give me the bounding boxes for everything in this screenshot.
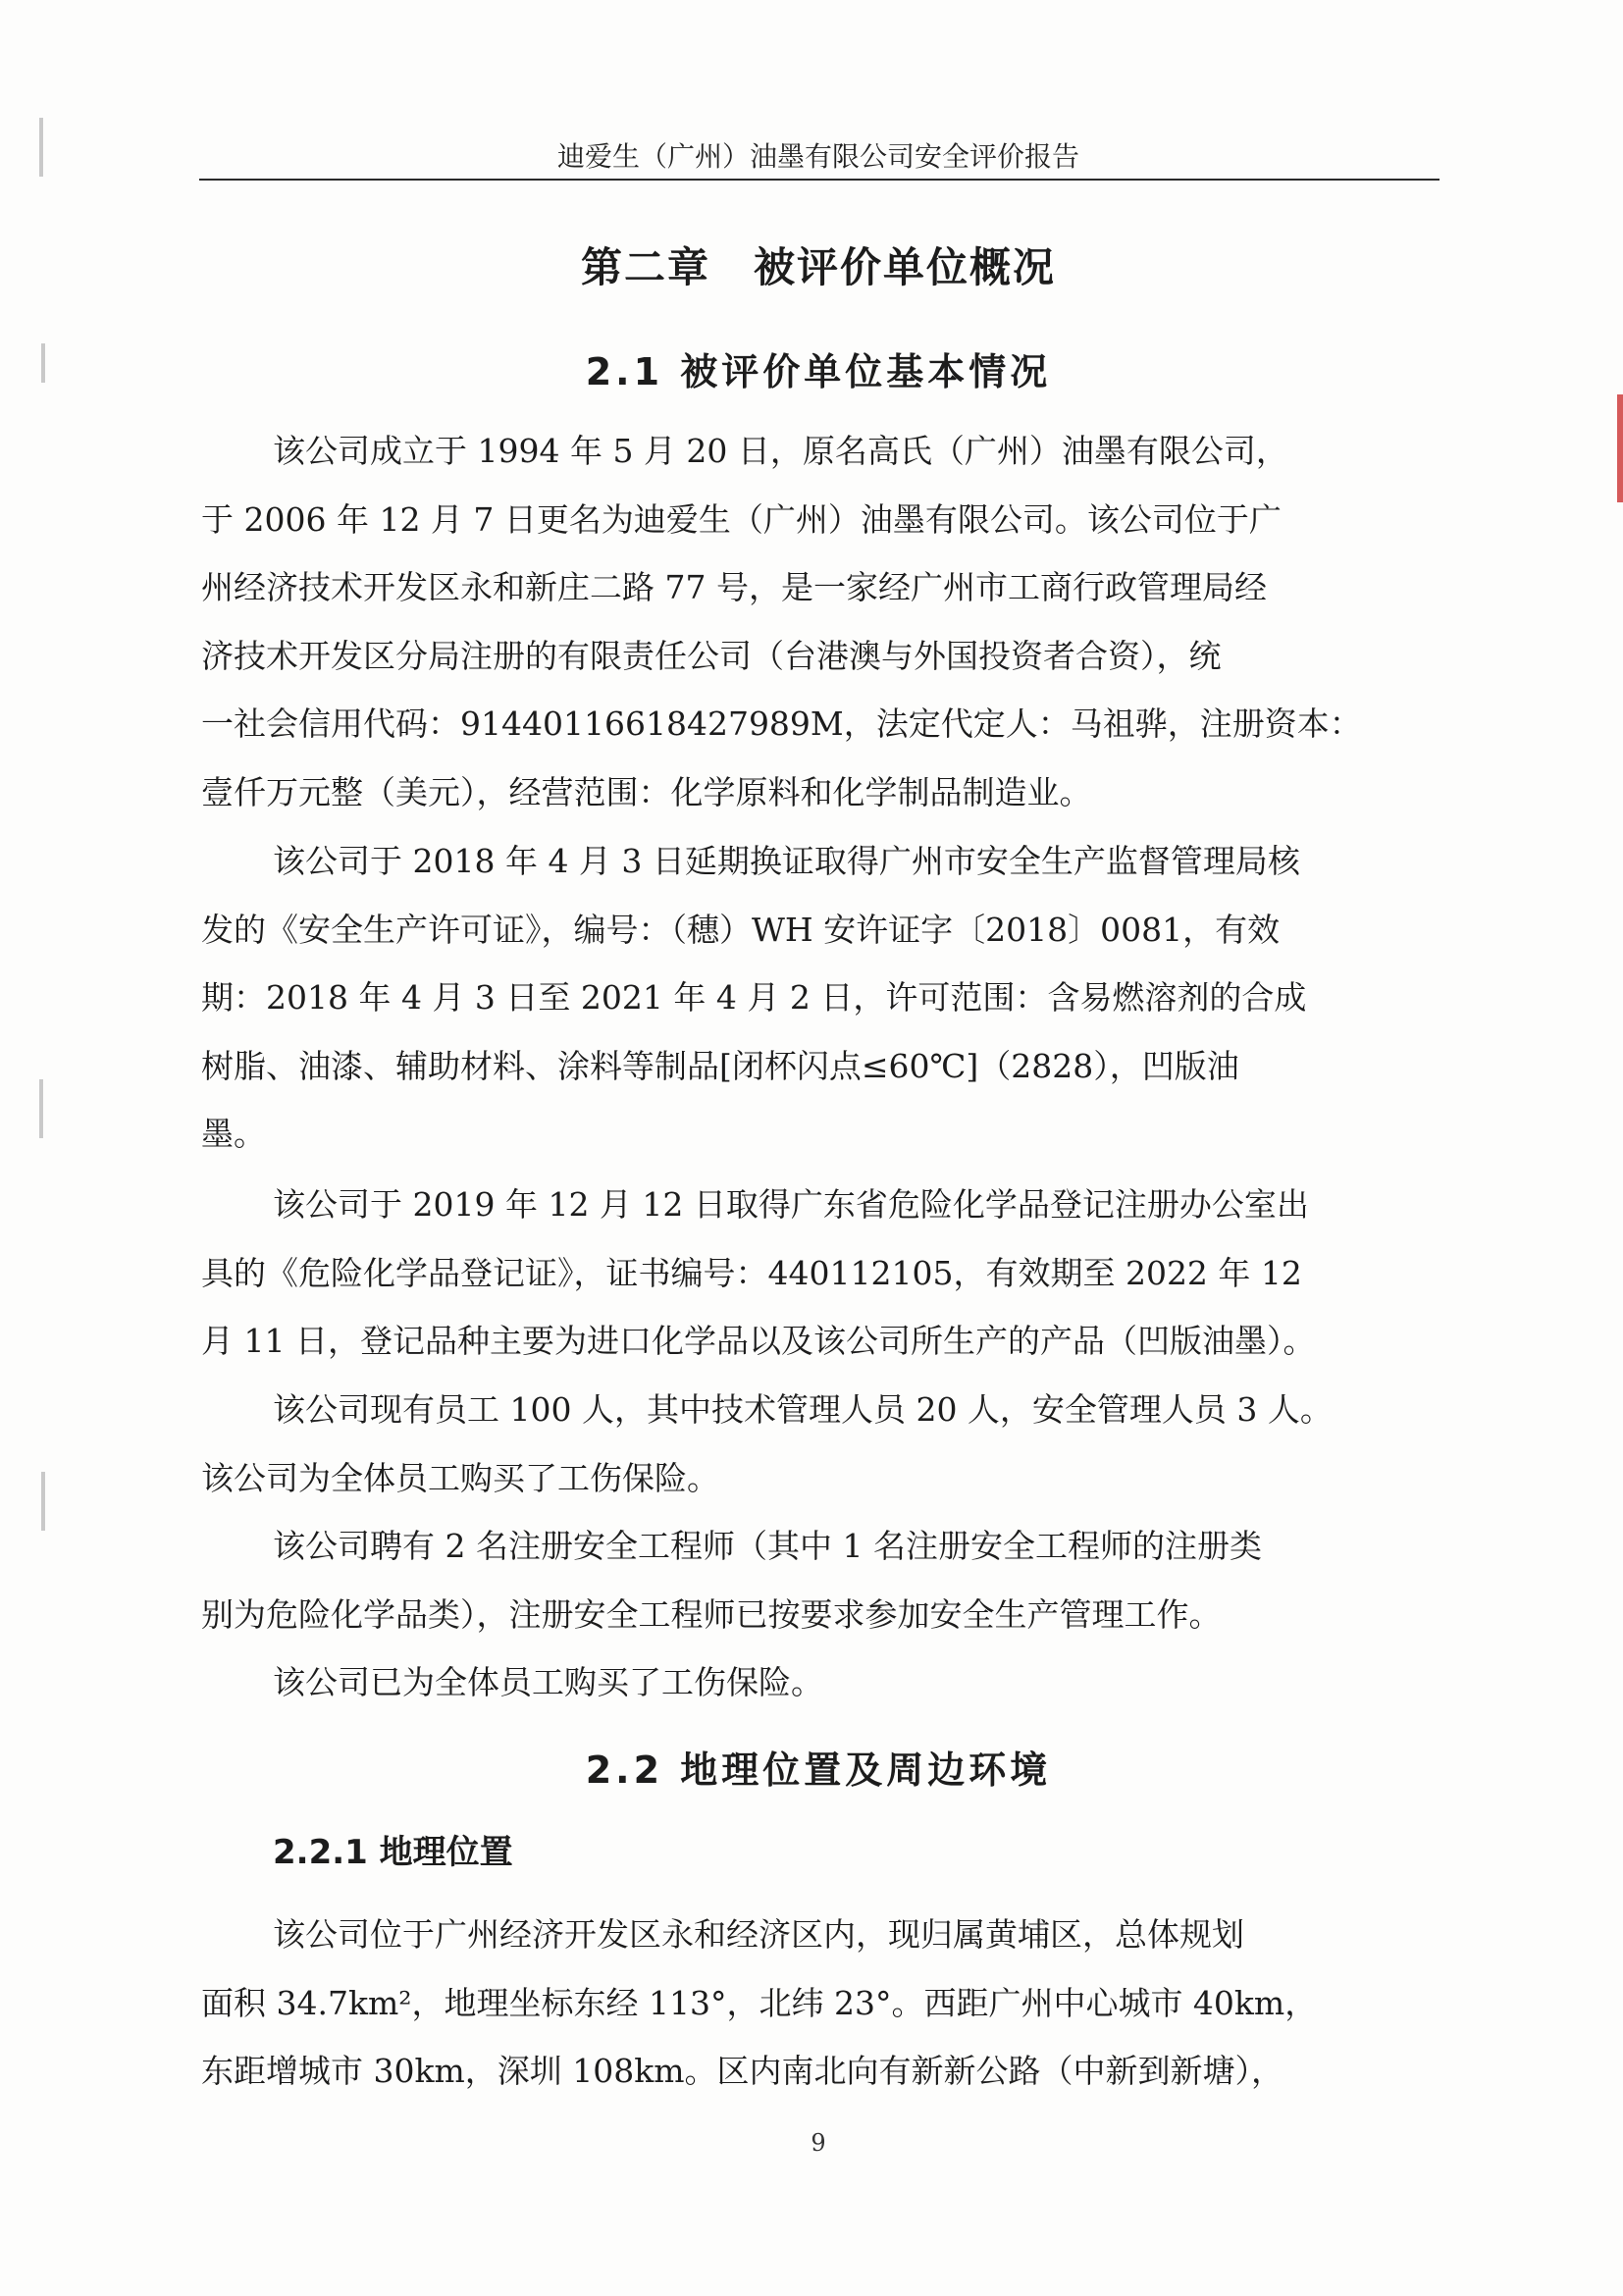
- paragraph: 该公司于 2019 年 12 月 12 日取得广东省危险化学品登记注册办公室出 具的《危险化学品登记证》，证书编号：440112105，有效期至 2022 年 12 月 11 日，登记品种主要为进口化学品以及该公司所生产的产品（凹版油墨）。: [201, 1185, 1316, 1360]
- scan-edge-mark: [41, 1472, 45, 1531]
- section-title: 2.2 地理位置及周边环境: [585, 1748, 1052, 1792]
- scan-edge-mark: [41, 343, 45, 383]
- paragraph: 该公司聘有 2 名注册安全工程师（其中 1 名注册安全工程师的注册类 别为危险化学品类），注册安全工程师已按要求参加安全生产管理工作。: [201, 1527, 1262, 1634]
- paragraph: 该公司于 2018 年 4 月 3 日延期换证取得广州市安全生产监督管理局核 发的《安全生产许可证》，编号：（穗）WH 安许证字〔2018〕0081，有效 期：2018 年 4 月 3 日至 2021 年 4 月 2 日，许可范围：含易燃溶剂的合成 树脂、油漆、辅助材料、涂料等制品[闭杯闪点≤60℃]（2828），凹版油 墨。: [201, 842, 1307, 1153]
- scan-edge-mark: [39, 1079, 43, 1138]
- chapter-title: 第二章 被评价单位概况: [580, 243, 1056, 291]
- header-divider: [199, 179, 1440, 181]
- section-title: 2.1 被评价单位基本情况: [585, 350, 1052, 393]
- scan-edge-mark: [39, 118, 43, 177]
- paragraph: 该公司位于广州经济开发区永和经济区内，现归属黄埔区，总体规划 面积 34.7km²，地理坐标东经 113°，北纬 23°。西距广州中心城市 40km， 东距增城市 30km，深圳 108km。区内南北向有新新公路（中新到新塘），: [201, 1915, 1318, 2090]
- page-number: 9: [811, 2129, 826, 2157]
- paragraph: 该公司成立于 1994 年 5 月 20 日，原名高氏（广州）油墨有限公司， 于 2006 年 12 月 7 日更名为迪爱生（广州）油墨有限公司。该公司位于广 州经济技术开发区永和新庄二路 77 号，是一家经广州市工商行政管理局经 济技术开发区分局注册的有限责任公司（台港澳与外国投资者合资），统 一社会信用代码：91440116618427989M，法定代定人：马祖骅，注册资本： 壹仟万元整（美元），经营范围：化学原料和化学制品制造业。: [201, 432, 1362, 811]
- page-header: 迪爱生（广州）油墨有限公司安全评价报告: [556, 140, 1079, 173]
- subsection-title: 2.2.1 地理位置: [273, 1833, 513, 1872]
- paragraph: 该公司现有员工 100 人，其中技术管理人员 20 人，安全管理人员 3 人。 该公司为全体员工购买了工伤保险。: [201, 1390, 1333, 1497]
- scan-edge-mark: [1617, 394, 1623, 502]
- paragraph: 该公司已为全体员工购买了工伤保险。: [273, 1663, 823, 1701]
